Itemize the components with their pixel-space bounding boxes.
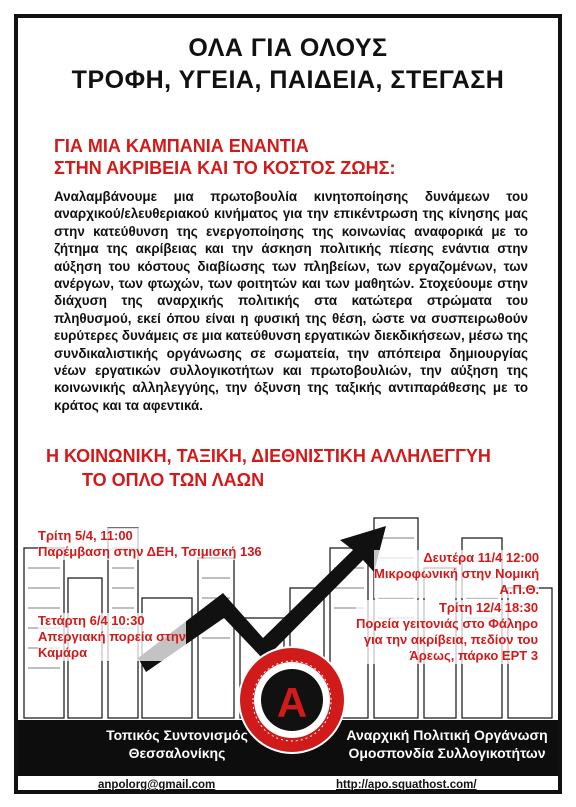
event-1: [38, 528, 262, 560]
svg-text:A: A: [276, 679, 308, 726]
event-3: [374, 550, 539, 598]
contact-links: [18, 776, 558, 794]
event-3-place: Μικροφωνική στην Νομική: [374, 566, 540, 581]
body-paragraph: Αναλαμβάνουμε μια πρωτοβουλία κινητοποίησης δυνάμεων του αναρχικού/ελευθεριακού κινήματος για την επικέντρωση της κίνησης μας στην κατεύθυνση της ενεργοποίησης της κοινωνίας αναφορικά με το ζήτημα της ακρίβειας και την άσκηση πολιτικής πίεσης ενάντια στην αύξηση του κόστους διαβίωσης των πληβείων, των εργαζομένων, των ανέργων, των φτωχών, των φοιτητών και των μαθητών. Στοχεύουμε στην διάχυση της αναρχικής πολιτικής στα κατώτερα στρώματα του πληθυσμού, εκεί όπου είναι η φυσική της θέση, ώστε να συσπειρωθούν ευρύτερες δυνάμεις σε μια κατεύθυνση εργατικών διεκδικήσεων, μέσω της συνδικαλιστικής οργάνωσης σε σωματεία, την απόπειρα δημιουργίας νέων εργατικών συλλογικοτήτων και πρωτοβουλιών, την αύξηση της κοινωνικής αλληλεγγύης, την όξυνση της ταξικής αντιπαράθεσης με το κράτος και τα αφεντικά.: [54, 189, 528, 413]
event-2-place-2: Καμάρα: [38, 645, 88, 660]
event-3-place-2: Α.Π.Θ.: [499, 582, 540, 597]
campaign-heading-line-2: ΣΤΗΝ ΑΚΡΙΒΕΙΑ ΚΑΙ ΤΟ ΚΟΣΤΟΣ ΖΩΗΣ:: [54, 158, 396, 178]
event-2-date: Τετάρτη 6/4 10:30: [38, 613, 145, 628]
footer-right-line-2: Ομοσπονδία Συλλογικοτήτων: [348, 745, 546, 761]
event-1-place: Παρέμβαση στην ΔΕΗ, Τσιμισκή 136: [38, 544, 262, 559]
event-4: [356, 600, 538, 664]
anarchy-logo-icon: [236, 644, 348, 756]
footer-left-line-1: Τοπικός Συντονισμός: [106, 727, 248, 743]
event-4-place-3: Άρεως, πάρκο ΕΡΤ 3: [409, 648, 539, 663]
footer-right: [340, 726, 554, 762]
title-line-1: ΟΛΑ ΓΙΑ ΟΛΟΥΣ: [188, 34, 388, 62]
footer-left-line-2: Θεσσαλονίκης: [128, 745, 226, 761]
footer-right-line-1: Αναρχική Πολιτική Οργάνωση: [346, 727, 548, 743]
title-line-2: ΤΡΟΦΗ, ΥΓΕΙΑ, ΠΑΙΔΕΙΑ, ΣΤΕΓΑΣΗ: [71, 66, 505, 94]
event-1-date: Τρίτη 5/4, 11:00: [38, 528, 133, 543]
email-link[interactable]: anpolorg@gmail.com: [98, 779, 216, 791]
event-2-place: Απεργιακή πορεία στην: [38, 629, 187, 644]
solidarity-heading-line-2: ΤΟ ΟΠΛΟ ΤΩΝ ΛΑΩΝ: [82, 470, 265, 490]
poster: [14, 14, 562, 794]
event-4-date: Τρίτη 12/4 18:30: [438, 600, 539, 615]
campaign-heading-line-1: ΓΙΑ ΜΙΑ ΚΑΜΠΑΝΙΑ ΕΝΑΝΤΙΑ: [54, 136, 309, 156]
event-2: [38, 613, 186, 661]
website-link[interactable]: http://apo.squathost.com/: [336, 779, 477, 791]
solidarity-heading-line-1: Η ΚΟΙΝΩΝΙΚΗ, ΤΑΞΙΚΗ, ΔΙΕΘΝΙΣΤΙΚΗ ΑΛΛΗΛΕΓΓΥΗ: [46, 446, 491, 466]
event-4-place: Πορεία γειτονιάς στο Φάληρο: [356, 616, 539, 631]
event-3-date: Δευτέρα 11/4 12:00: [423, 550, 540, 565]
event-4-place-2: για την ακρίβεια, πεδίον του: [363, 632, 539, 647]
